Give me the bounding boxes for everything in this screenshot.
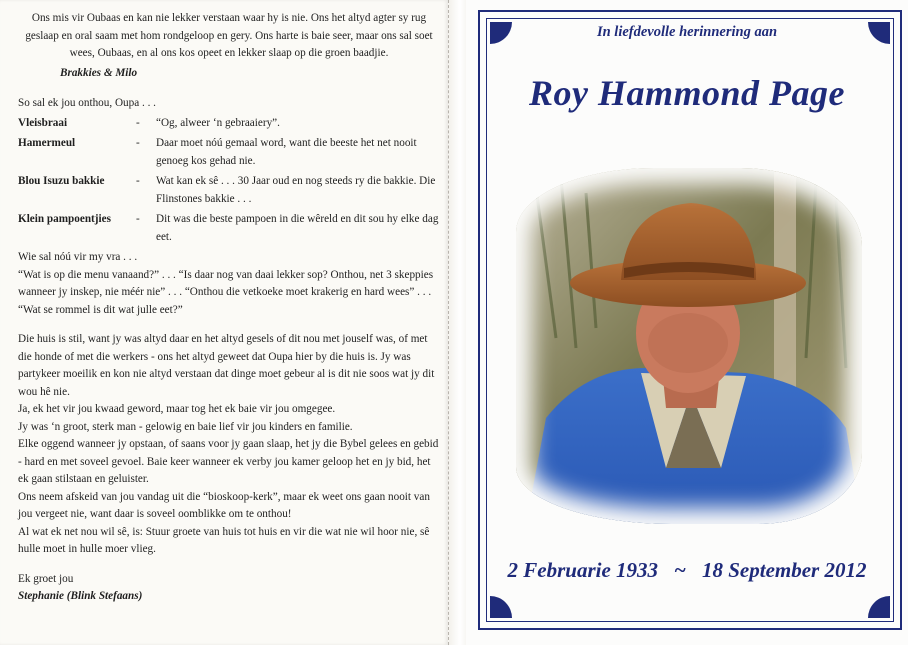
body-paragraph: Die huis is stil, want jy was altyd daar en het altyd gesels of dit nou met jouself was, of met die honde of met die werkers - ons het altyd geweet dat Oupa hier by die huis is. Jy was partykeer moeilik en kon nie altyd verstaan dat dinge moet gebeur al is dit nie soos wat jy dit wou hê nie. [18,333,435,398]
cover-page [466,0,908,645]
memories-list [18,115,440,250]
death-date: 18 September 2012 [702,558,867,582]
memory-row [18,115,440,136]
deceased-name: Roy Hammond Page [529,73,845,113]
intro-paragraph: Ons mis vir Oubaas en kan nie lekker verstaan waar hy is nie. Ons het altyd agter sy rug geslaap en oral saam met hom rondgeloop en gery. Ons harte is baie seer, maar ons sal soet wees, Oubaas, en al ons kos opeet en lekker slaap op die groen baadjie. [25,12,433,59]
closing-line: Ek groet jou [18,572,74,585]
body-paragraph: Jy was ‘n groot, sterk man - gelowig en baie lief vir jou kinders en familie. [18,420,353,433]
page-fold [448,0,467,645]
body-paragraph: Ja, ek het vir jou kwaad geword, maar tog het ek baie vir jou omgegee. [18,403,336,415]
memory-row [18,173,440,211]
memory-dash: - [136,213,140,225]
memory-term: Vleisbraai [18,116,68,129]
memory-term: Klein pampoentjies [18,213,111,225]
memory-dash: - [136,137,140,149]
date-separator: ~ [674,558,686,582]
memory-desc: Daar moet nóú gemaal word, want die beeste het net nooit genoeg kos gehad nie. [156,137,417,167]
corner-ornament [868,596,890,618]
body-paragraph: Al wat ek net nou wil sê, is: Stuur groete van huis tot huis en vir die wat nie wil hoor nie, sê hulle moet in hulle moer vlieg. [18,525,430,555]
quotes-intro: Wie sal nóú vir my vra . . . [18,251,138,263]
left-page [0,0,448,645]
birth-date: 2 Februarie 1933 [507,558,659,582]
memory-row [18,135,440,173]
quotes-text: “Wat is op die menu vanaand?” . . . “Is daar nog van daai lekker sop? Onthou, net 3 skeppies wanneer jy inskep, nie méér nie” . . . “Onthou die vetkoeke moet krakerig en hard wees” . . . “Wat se rommel is dit wat julle eet?” [18,268,434,316]
closing-signature: Stephanie (Blink Stefaans) [18,590,143,602]
memory-dash: - [136,175,140,187]
memory-desc: Wat kan ek sê . . . 30 Jaar oud en nog steeds ry die bakkie. Die Flinstones bakkie . . . [156,175,436,205]
body-paragraph: Elke oggend wanneer jy opstaan, of saans voor jy gaan slaap, het jy die Bybel gelees en gebid - hard en met soveel gevoel. Baie keer wanneer ek verby jou kamer geloop het en jy bid, het ek gaan stilstaan en geluister. [18,438,439,485]
life-dates [466,558,908,583]
memory-term: Hamermeul [18,137,76,149]
memory-desc: Dit was die beste pampoen in die wêreld en dit sou hy elke dag eet. [156,213,439,243]
portrait-photo [516,168,862,524]
body-paragraph: Ons neem afskeid van jou vandag uit die “bioskoop-kerk”, maar ek weet ons gaan nooit van jou vergeet nie, want daar is soveel oomblikke om te onthou! [18,490,430,520]
corner-ornament [490,596,512,618]
memory-term: Blou Isuzu bakkie [18,175,105,187]
memory-dash: - [136,116,140,129]
intro-signature: Brakkies & Milo [60,66,138,79]
tribute-text [18,10,440,606]
in-memory-line: In liefdevolle herinnering aan [596,24,778,40]
remember-heading: So sal ek jou onthou, Oupa . . . [18,97,156,109]
memory-desc: “Og, alweer ‘n gebraaiery”. [156,116,280,129]
memory-row [18,211,440,249]
